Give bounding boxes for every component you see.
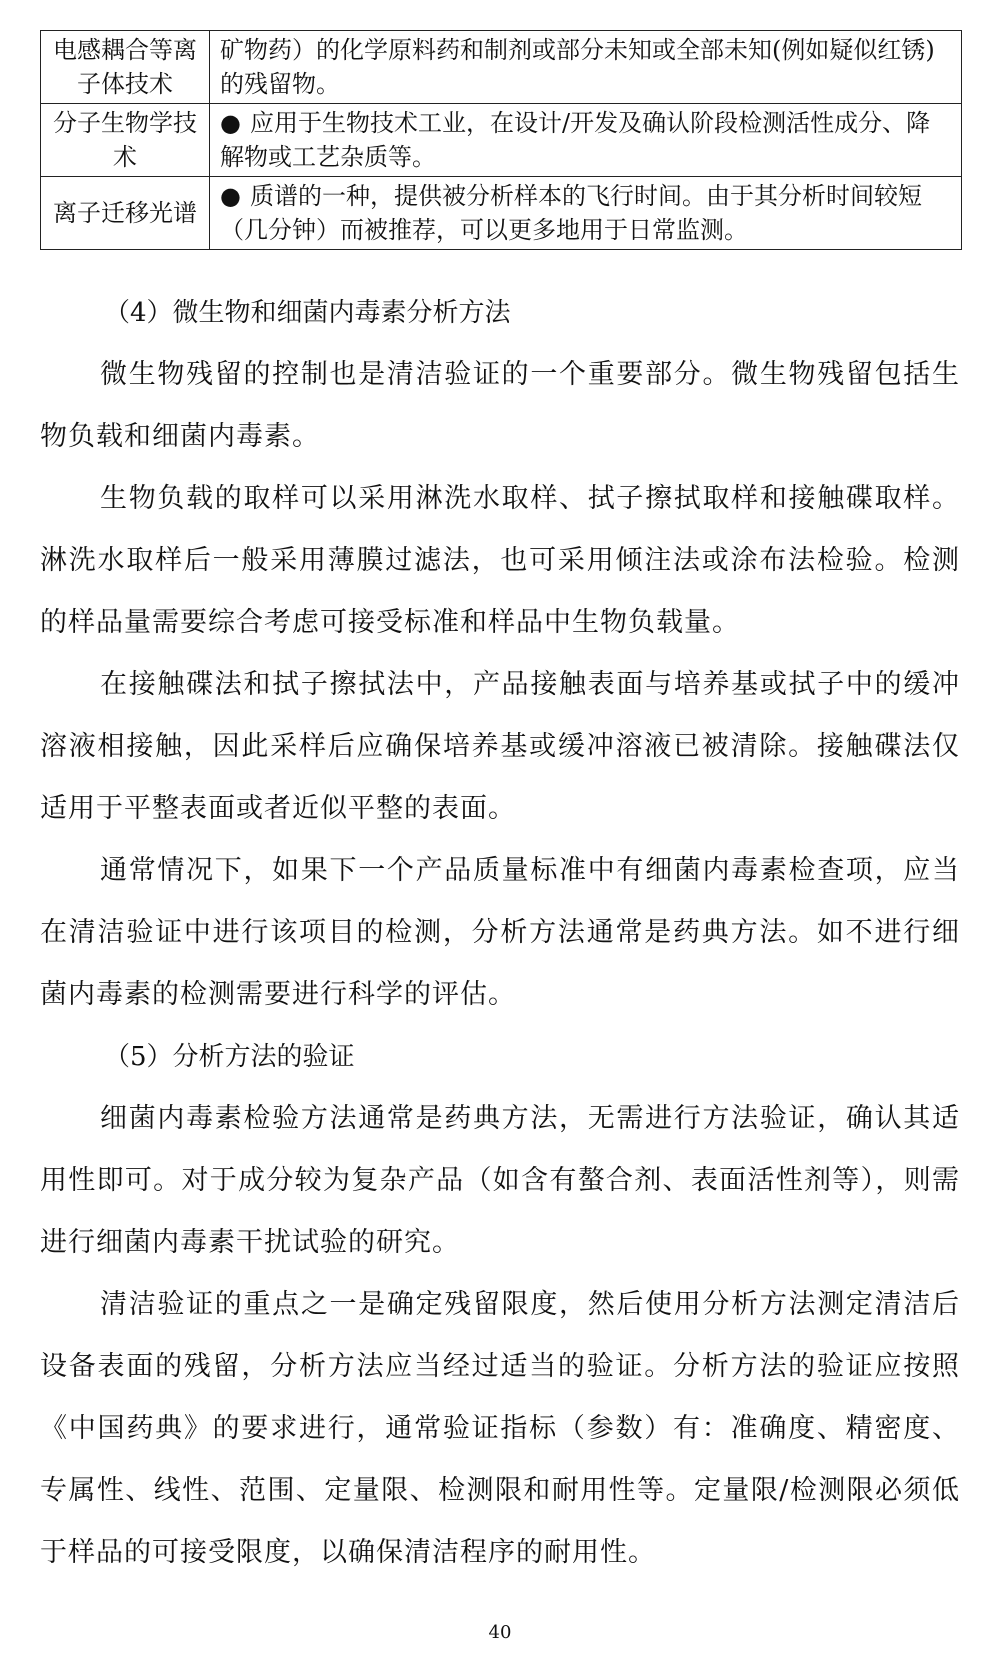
paragraph: 清洁验证的重点之一是确定残留限度，然后使用分析方法测定清洁后设备表面的残留，分析方法应当经过适当的验证。分析方法的验证应按照《中国药典》的要求进行，通常验证指标（参数）有：准确度、精密度、专属性、线性、范围、定量限、检测限和耐用性等。定量限/检测限必须低于样品的可接受限度，以确保清洁程序的耐用性。 [40, 1289, 960, 1568]
section-heading-method-validation: （5）分析方法的验证 [104, 1042, 355, 1072]
method-name: 离子迁移光谱 [53, 199, 197, 227]
paragraph: 细菌内毒素检验方法通常是药典方法，无需进行方法验证，确认其适用性即可。对于成分较为复杂产品（如含有螯合剂、表面活性剂等），则需进行细菌内毒素干扰试验的研究。 [40, 1103, 960, 1258]
paragraph: 微生物残留的控制也是清洁验证的一个重要部分。微生物残留包括生物负载和细菌内毒素。 [40, 359, 960, 452]
bullet-icon: ● [220, 182, 241, 210]
analysis-methods-table [40, 30, 962, 250]
method-name: 分子生物学技术 [53, 109, 197, 171]
paragraph: 通常情况下，如果下一个产品质量标准中有细菌内毒素检查项，应当在清洁验证中进行该项目的检测，分析方法通常是药典方法。如不进行细菌内毒素的检测需要进行科学的评估。 [40, 855, 960, 1010]
table-row [41, 177, 962, 250]
section-heading-microbial: （4）微生物和细菌内毒素分析方法 [104, 298, 511, 328]
method-name: 电感耦合等离子体技术 [53, 36, 197, 98]
page-number: 40 [488, 1622, 512, 1643]
method-description-cell [210, 177, 962, 250]
method-description: 矿物药）的化学原料药和制剂或部分未知或全部未知(例如疑似红锈)的残留物。 [220, 36, 935, 98]
document-body [40, 282, 960, 1584]
method-name-cell [41, 31, 210, 104]
table-row [41, 31, 962, 104]
bullet-icon: ● [220, 109, 241, 137]
paragraph: 生物负载的取样可以采用淋洗水取样、拭子擦拭取样和接触碟取样。淋洗水取样后一般采用薄膜过滤法，也可采用倾注法或涂布法检验。检测的样品量需要综合考虑可接受标准和样品中生物负载量。 [40, 483, 960, 638]
method-description: 质谱的一种，提供被分析样本的飞行时间。由于其分析时间较短（几分钟）而被推荐，可以更多地用于日常监测。 [220, 182, 922, 244]
method-name-cell [41, 104, 210, 177]
table-row [41, 104, 962, 177]
method-description-cell [210, 31, 962, 104]
method-description: 应用于生物技术工业，在设计/开发及确认阶段检测活性成分、降解物或工艺杂质等。 [220, 109, 931, 171]
paragraph: 在接触碟法和拭子擦拭法中，产品接触表面与培养基或拭子中的缓冲溶液相接触，因此采样后应确保培养基或缓冲溶液已被清除。接触碟法仅适用于平整表面或者近似平整的表面。 [40, 669, 960, 824]
method-name-cell [41, 177, 210, 250]
method-description-cell [210, 104, 962, 177]
